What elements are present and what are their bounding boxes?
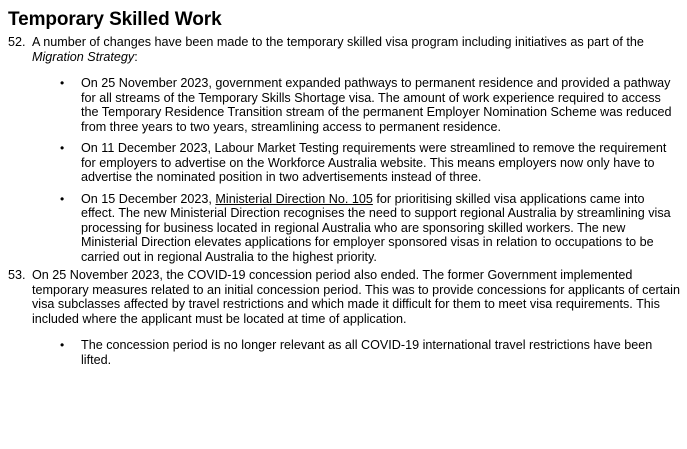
- paragraph-52: [8, 35, 680, 64]
- list-item-text: The concession period is no longer relevant as all COVID-19 international travel restrictions have been lifted.: [81, 338, 653, 367]
- list-item: [8, 141, 680, 185]
- list-item-text-part: On 15 December 2023,: [81, 191, 216, 206]
- bullet-icon: •: [60, 141, 65, 155]
- bullet-icon: •: [60, 338, 65, 352]
- list-item-text: On 11 December 2023, Labour Market Testing requirements were streamlined to remove the requirement for employers to advertise on the Workforce Australia website. This means employers now only have to advertise the nominated position in two advertisements instead of three.: [81, 141, 667, 184]
- migration-strategy-title: Migration Strategy: [32, 49, 135, 64]
- bullet-list-53: [8, 338, 680, 367]
- paragraph-text: On 25 November 2023, the COVID-19 concession period also ended. The former Government implemented temporary measures related to an initial concession period. This was to provide concessions for applicants of certain visa subclasses affected by travel restrictions and which made it difficult for them to meet visa requirements. This included where the applicant must be located at time of application.: [32, 268, 680, 326]
- paragraph-text-part: A number of changes have been made to the temporary skilled visa program including initiatives as part of the: [32, 35, 644, 49]
- bullet-icon: •: [60, 191, 65, 206]
- document-page: [8, 8, 680, 367]
- bullet-icon: •: [60, 76, 65, 90]
- paragraph-text-part: :: [134, 49, 138, 64]
- section-heading: Temporary Skilled Work: [8, 9, 222, 30]
- paragraph-number: 52.: [8, 35, 26, 49]
- ministerial-direction-link[interactable]: Ministerial Direction No. 105: [215, 191, 373, 206]
- paragraph-text: [32, 35, 680, 64]
- list-item: [8, 76, 680, 134]
- list-item-text: On 25 November 2023, government expanded pathways to permanent residence and provided a pathway for all streams of the Temporary Skills Shortage visa. The amount of work experience required to access the Temporary Residence Transition stream of the permanent Employer Nomination Scheme was reduced from three years to two years, streamlining access to permanent residence.: [81, 76, 672, 134]
- paragraph-53: [8, 268, 680, 326]
- list-item-text-part: for prioritising skilled visa applications came into effect. The new Ministerial Direction recognises the need to support regional Australia by streamlining visa processing for business located in regional Australia who are sponsoring skilled workers. The new Ministerial Direction elevates applications for employer sponsored visas in relation to occupations to be carried out in regional Australia to the highest priority.: [81, 191, 671, 264]
- list-item: [8, 192, 680, 265]
- list-item-text: [81, 192, 671, 264]
- list-item: [8, 338, 680, 367]
- bullet-list-52: [8, 76, 680, 264]
- paragraph-number: 53.: [8, 268, 26, 282]
